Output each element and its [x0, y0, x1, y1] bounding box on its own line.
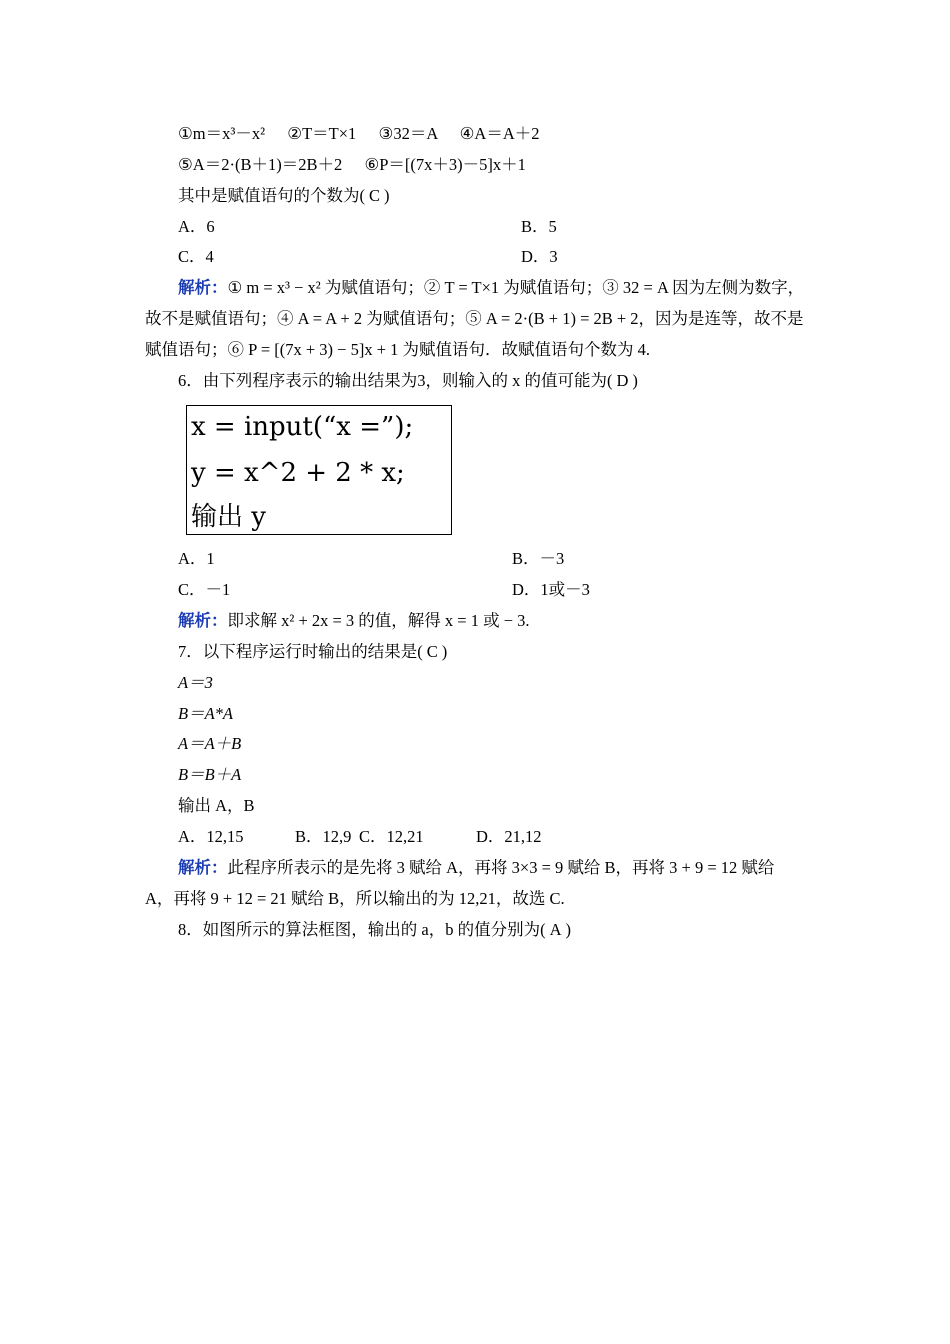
- q5-answer: C: [369, 186, 381, 205]
- q5-option-b: B．5: [521, 217, 557, 236]
- q7-question-text: 7．以下程序运行时输出的结果是(: [178, 642, 423, 661]
- q8-question: [178, 920, 571, 940]
- q6-close-paren: ): [632, 371, 638, 390]
- q5-analysis-line-3: 赋值语句；⑥ P = [(7x + 3) − 5]x + 1 为赋值语句．故赋值语句个数为 4.: [145, 340, 651, 359]
- q5-item-2: ②T＝T×1: [287, 124, 357, 143]
- q6-question: [178, 371, 638, 391]
- q7-code-line-1: A＝3: [178, 673, 213, 692]
- q5-item-1: ①m＝x³－x²: [178, 124, 266, 143]
- q7-question: [178, 642, 447, 662]
- q6-analysis-text: 即求解 x² + 2x = 3 的值，解得 x = 1 或 − 3.: [227, 611, 530, 630]
- q7-code-line-4: B＝B＋A: [178, 765, 242, 784]
- q6-analysis: [178, 611, 530, 631]
- q7-code-line-5: 输出 A，B: [178, 796, 255, 815]
- q5-option-a: A．6: [178, 217, 215, 236]
- q5-analysis-text-1: ① m = x³ − x² 为赋值语句；② T = T×1 为赋值语句；③ 32 = A 因为左侧为数字，: [227, 278, 805, 297]
- q5-analysis-line-1: [178, 278, 804, 298]
- q7-analysis-text-1: 此程序所表示的是先将 3 赋给 A，再将 3×3 = 9 赋给 B，再将 3 + 9 = 12 赋给: [227, 858, 775, 877]
- q6-option-c: C．－1: [178, 580, 231, 599]
- q6-option-a: A．1: [178, 549, 215, 568]
- q6-code-line-1: x = input(“x =”);: [191, 412, 414, 442]
- q8-close-paren: ): [565, 920, 571, 939]
- q6-option-b: B．－3: [512, 549, 565, 568]
- q7-analysis-line-1: [178, 858, 774, 878]
- q7-option-d: D．21,12: [476, 827, 542, 846]
- q6-code-box: [186, 405, 452, 535]
- q7-close-paren: ): [441, 642, 448, 661]
- q7-option-a: A．12,15: [178, 827, 244, 846]
- q7-option-c: C．12,21: [359, 827, 424, 846]
- q6-analysis-label: 解析：: [178, 611, 228, 630]
- q7-code-line-3: A＝A＋B: [178, 734, 242, 753]
- q6-code-line-2: y = x^2 + 2 * x;: [191, 458, 405, 488]
- q5-item-6: ⑥P＝[(7x＋3)－5]x＋1: [364, 155, 526, 174]
- q8-answer: A: [549, 920, 562, 939]
- q5-analysis-label: 解析：: [178, 278, 228, 297]
- q7-analysis-label: 解析：: [178, 858, 228, 877]
- q5-analysis-line-2: 故不是赋值语句；④ A = A + 2 为赋值语句；⑤ A = 2·(B + 1) = 2B + 2，因为是连等，故不是: [145, 309, 804, 328]
- q5-question-text: 其中是赋值语句的个数为(: [178, 186, 365, 205]
- q5-close-paren: ): [384, 186, 390, 205]
- q7-option-b: B．12,9: [295, 827, 352, 846]
- q7-answer: C: [426, 642, 438, 661]
- q6-option-d: D．1或－3: [512, 580, 590, 599]
- q7-analysis-line-2: A，再将 9 + 12 = 21 赋给 B，所以输出的为 12,21，故选 C.: [145, 889, 565, 908]
- q6-code-line-3: 输出 y: [191, 502, 266, 532]
- q5-items-line-1: [178, 124, 539, 144]
- q7-code-line-2: B＝A*A: [178, 704, 233, 723]
- q6-question-text: 6．由下列程序表示的输出结果为3，则输入的 x 的值可能为(: [178, 371, 613, 390]
- q5-question: [178, 186, 390, 206]
- q5-item-5: ⑤A＝2·(B＋1)＝2B＋2: [178, 155, 343, 174]
- q5-items-line-2: [178, 155, 526, 175]
- q5-option-d: D．3: [521, 247, 558, 266]
- q8-question-text: 8．如图所示的算法框图，输出的 a，b 的值分别为(: [178, 920, 546, 939]
- q5-item-3: ③32＝A: [378, 124, 438, 143]
- q6-answer: D: [616, 371, 629, 390]
- q5-item-4: ④A＝A＋2: [459, 124, 540, 143]
- q5-option-c: C．4: [178, 247, 214, 266]
